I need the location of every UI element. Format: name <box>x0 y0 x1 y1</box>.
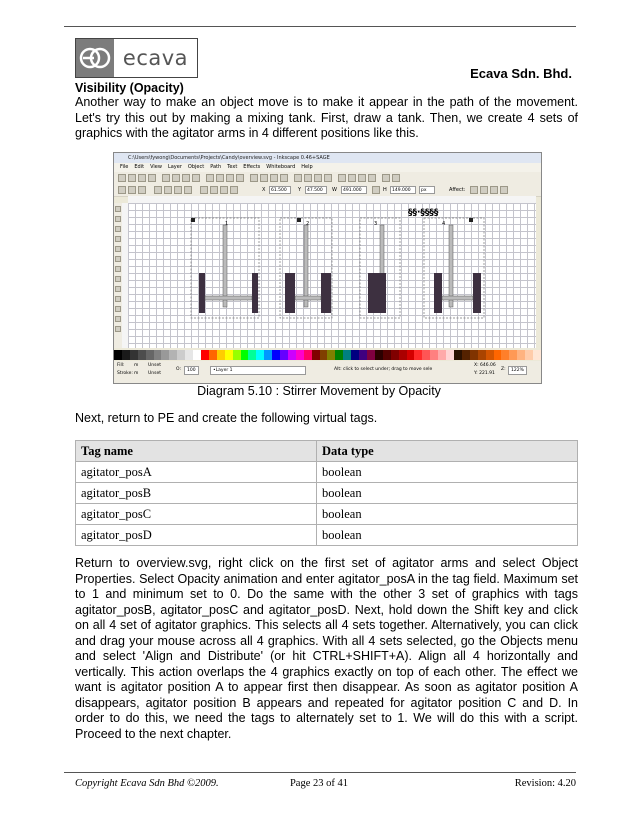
color-swatch[interactable] <box>154 350 162 360</box>
rotate-ccw-button[interactable] <box>200 186 208 194</box>
opacity-label: O: <box>176 367 181 372</box>
menu-item-file[interactable]: File <box>120 164 129 170</box>
color-swatch[interactable] <box>217 350 225 360</box>
command-button[interactable] <box>128 174 136 182</box>
rotate-cw-button[interactable] <box>210 186 218 194</box>
tool-icon[interactable] <box>115 206 121 212</box>
color-swatch[interactable] <box>533 350 541 360</box>
color-swatch[interactable] <box>177 350 185 360</box>
table-row <box>76 462 578 483</box>
data-type-cell: boolean <box>317 462 578 483</box>
tool-icon[interactable] <box>115 266 121 272</box>
color-swatch[interactable] <box>446 350 454 360</box>
color-swatch[interactable] <box>438 350 446 360</box>
stroke-label: Stroke: <box>117 371 133 376</box>
color-swatch[interactable] <box>146 350 154 360</box>
section-title: Visibility (Opacity) <box>75 81 184 95</box>
tool-icon[interactable] <box>115 326 121 332</box>
agitator-set-2[interactable] <box>280 218 332 318</box>
color-swatch[interactable] <box>264 350 272 360</box>
flip-v-button[interactable] <box>230 186 238 194</box>
command-button[interactable] <box>260 174 268 182</box>
scale-stroke-button[interactable] <box>470 186 478 194</box>
header-data-type: Data type <box>317 441 578 462</box>
color-swatch[interactable] <box>327 350 335 360</box>
fill-value: m <box>134 363 139 368</box>
color-swatch[interactable] <box>383 350 391 360</box>
footer-rule <box>64 772 576 773</box>
color-swatch[interactable] <box>185 350 193 360</box>
w-field[interactable]: 491.000 <box>341 186 367 194</box>
fill-label: Fill: <box>117 363 125 368</box>
position-label-3: 3 <box>374 221 378 227</box>
menu-item-whiteboard[interactable]: Whiteboard <box>266 164 296 170</box>
lock-icon[interactable] <box>372 186 380 194</box>
raise-top-button[interactable] <box>174 186 182 194</box>
command-button[interactable] <box>182 174 190 182</box>
color-swatch[interactable] <box>312 350 320 360</box>
w-label: W <box>332 187 337 193</box>
color-swatch[interactable] <box>233 350 241 360</box>
color-swatch[interactable] <box>422 350 430 360</box>
command-button[interactable] <box>280 174 288 182</box>
x-field[interactable]: 61.500 <box>269 186 291 194</box>
data-type-cell: boolean <box>317 483 578 504</box>
stroke-unset: Unset <box>148 371 162 376</box>
color-swatch[interactable] <box>201 350 209 360</box>
tag-name-cell: agitator_posD <box>76 525 317 546</box>
ecava-logo <box>75 38 198 78</box>
command-button[interactable] <box>348 174 356 182</box>
tool-icon[interactable] <box>115 246 121 252</box>
color-swatch[interactable] <box>343 350 351 360</box>
color-swatch[interactable] <box>256 350 264 360</box>
color-swatch[interactable] <box>407 350 415 360</box>
tool-icon[interactable] <box>115 236 121 242</box>
unit-select[interactable]: px <box>419 186 435 194</box>
color-swatch[interactable] <box>351 350 359 360</box>
raise-button[interactable] <box>154 186 162 194</box>
footer-revision: Revision: 4.20 <box>514 778 576 789</box>
company-name: Ecava Sdn. Bhd. <box>470 66 572 81</box>
color-swatch[interactable] <box>288 350 296 360</box>
table-row <box>76 504 578 525</box>
x-coordinate: X: 646.06 <box>474 363 496 368</box>
flip-h-button[interactable] <box>220 186 228 194</box>
logo-text: ecava <box>122 46 189 70</box>
selection-handles-text: §§·§§§§ <box>408 208 439 218</box>
select-all-button[interactable] <box>118 186 126 194</box>
color-swatch[interactable] <box>399 350 407 360</box>
color-swatch[interactable] <box>494 350 502 360</box>
color-palette[interactable] <box>114 350 541 360</box>
y-label: Y <box>298 187 302 193</box>
tag-name-cell: agitator_posC <box>76 504 317 525</box>
virtual-tags-table <box>75 440 578 546</box>
lower-button[interactable] <box>164 186 172 194</box>
tag-name-cell: agitator_posB <box>76 483 317 504</box>
color-swatch[interactable] <box>225 350 233 360</box>
intro-paragraph: Another way to make an object move is to make it appear in the path of the movement. Let's try this out by making a mixing tank. First, draw a tank. Then, we create 4 sets of graphics with the agitator arms in 4 different positions like this. <box>75 95 578 140</box>
ecava-logo-mark-icon <box>76 39 114 77</box>
zoom-label: Z: <box>501 367 506 372</box>
color-swatch[interactable] <box>470 350 478 360</box>
color-swatch[interactable] <box>501 350 509 360</box>
command-button[interactable] <box>236 174 244 182</box>
flip-button[interactable] <box>138 186 146 194</box>
command-button[interactable] <box>148 174 156 182</box>
color-swatch[interactable] <box>462 350 470 360</box>
command-button[interactable] <box>392 174 400 182</box>
color-swatch[interactable] <box>414 350 422 360</box>
color-swatch[interactable] <box>138 350 146 360</box>
data-type-cell: boolean <box>317 525 578 546</box>
window-title: C:\Users\fywong\Documents\Projects\Candy\overview.svg - Inkscape 0.46+SAGE <box>114 153 541 163</box>
color-swatch[interactable] <box>122 350 130 360</box>
drawing-canvas[interactable] <box>128 203 536 348</box>
table-header-row <box>76 441 578 462</box>
header-tag-name: Tag name <box>76 441 317 462</box>
figure-caption: Diagram 5.10 : Stirrer Movement by Opacity <box>197 384 441 398</box>
tool-icon[interactable] <box>115 306 121 312</box>
layer-select[interactable]: •Layer 1 <box>210 366 306 375</box>
color-swatch[interactable] <box>304 350 312 360</box>
move-patterns-button[interactable] <box>500 186 508 194</box>
instructions-paragraph: Return to overview.svg, right click on the first set of agitator arms and select Object Properties. Select Opacity animation and enter agitator_posA in the tag field. Maximum set to 1 and minimum set to 0. Do the same with the other 3 set of graphics with tags agitator_posB, agitator_posC and agitator_posD. Next, hold down the Shift key and click on all 4 set of agitator graphics. This selects all 4 sets together. Alternatively, you can click and drag your mouse across all 4 graphics. With all 4 sets selected, go the Objects menu and select 'Align and Distribute' (or hit CTRL+SHIFT+A). Align all 4 horizontally and vertically. This action overlaps the 4 graphics exactly on top of each other. The effect we want is agitator position A to appear first then disappear. As soon as agitator position A disappears, agitator position B appears and repeated for agitator position C and D. In order to do this, we need the tags to alternately set to 1. We will do this with a script. Proceed to the next chapter. <box>75 556 578 741</box>
y-field[interactable]: 47.500 <box>305 186 327 194</box>
fill-unset: Unset <box>148 363 162 368</box>
header-rule <box>64 26 576 27</box>
position-label-1: 1 <box>225 221 229 227</box>
color-swatch[interactable] <box>375 350 383 360</box>
menu-item-edit[interactable]: Edit <box>134 164 145 170</box>
color-swatch[interactable] <box>391 350 399 360</box>
color-swatch[interactable] <box>193 350 201 360</box>
tool-icon[interactable] <box>115 216 121 222</box>
position-label-2: 2 <box>306 221 310 227</box>
color-swatch[interactable] <box>517 350 525 360</box>
color-swatch[interactable] <box>454 350 462 360</box>
color-swatch[interactable] <box>359 350 367 360</box>
color-swatch[interactable] <box>430 350 438 360</box>
color-swatch[interactable] <box>241 350 249 360</box>
menu-item-text[interactable]: Text <box>227 164 238 170</box>
color-swatch[interactable] <box>509 350 517 360</box>
command-button[interactable] <box>314 174 322 182</box>
data-type-cell: boolean <box>317 504 578 525</box>
agitator-set-1[interactable] <box>191 218 259 318</box>
color-swatch[interactable] <box>161 350 169 360</box>
command-button[interactable] <box>172 174 180 182</box>
color-swatch[interactable] <box>114 350 122 360</box>
command-button[interactable] <box>250 174 258 182</box>
command-button[interactable] <box>206 174 214 182</box>
affect-label: Affect: <box>449 187 466 193</box>
command-button[interactable] <box>294 174 302 182</box>
y-coordinate: Y: 221.91 <box>474 371 495 376</box>
command-button[interactable] <box>226 174 234 182</box>
footer-page-number: Page 23 of 41 <box>289 778 349 789</box>
return-pe-paragraph: Next, return to PE and create the following virtual tags. <box>75 411 378 425</box>
tool-icon[interactable] <box>115 296 121 302</box>
scale-corners-button[interactable] <box>480 186 488 194</box>
move-gradients-button[interactable] <box>490 186 498 194</box>
menu-item-effects[interactable]: Effects <box>243 164 261 170</box>
table-row <box>76 483 578 504</box>
footer-copyright: Copyright Ecava Sdn Bhd ©2009. <box>75 778 219 789</box>
x-label: X <box>262 187 266 193</box>
color-swatch[interactable] <box>280 350 288 360</box>
command-button[interactable] <box>216 174 224 182</box>
zoom-field[interactable]: 122% <box>508 366 527 375</box>
color-swatch[interactable] <box>320 350 328 360</box>
color-swatch[interactable] <box>335 350 343 360</box>
opacity-field[interactable]: 100 <box>184 366 199 375</box>
status-message: Alt: click to select under; drag to move sele <box>334 367 433 372</box>
command-button[interactable] <box>358 174 366 182</box>
menu-item-view[interactable]: View <box>150 164 162 170</box>
menu-item-object[interactable]: Object <box>187 164 205 170</box>
menu-bar <box>114 163 541 172</box>
command-button[interactable] <box>118 174 126 182</box>
command-button[interactable] <box>192 174 200 182</box>
agitator-set-3[interactable] <box>360 218 400 318</box>
h-label: H <box>383 187 387 193</box>
color-swatch[interactable] <box>486 350 494 360</box>
tool-icon[interactable] <box>115 226 121 232</box>
command-button[interactable] <box>304 174 312 182</box>
tag-name-cell: agitator_posA <box>76 462 317 483</box>
color-swatch[interactable] <box>248 350 256 360</box>
toolbox <box>114 203 122 348</box>
tool-icon[interactable] <box>115 286 121 292</box>
command-button[interactable] <box>162 174 170 182</box>
command-button[interactable] <box>368 174 376 182</box>
stroke-value: m <box>134 371 139 376</box>
rotate-button[interactable] <box>128 186 136 194</box>
color-swatch[interactable] <box>209 350 217 360</box>
tool-icon[interactable] <box>115 316 121 322</box>
color-swatch[interactable] <box>525 350 533 360</box>
menu-item-layer[interactable]: Layer <box>167 164 182 170</box>
inkscape-screenshot <box>113 152 542 384</box>
menu-item-help[interactable]: Help <box>301 164 313 170</box>
lower-bottom-button[interactable] <box>184 186 192 194</box>
menu-item-path[interactable]: Path <box>210 164 222 170</box>
color-swatch[interactable] <box>367 350 375 360</box>
tool-icon[interactable] <box>115 256 121 262</box>
table-row <box>76 525 578 546</box>
agitator-set-4[interactable] <box>424 218 484 318</box>
position-label-4: 4 <box>442 221 446 227</box>
color-swatch[interactable] <box>296 350 304 360</box>
color-swatch[interactable] <box>169 350 177 360</box>
command-button[interactable] <box>382 174 390 182</box>
color-swatch[interactable] <box>272 350 280 360</box>
command-button[interactable] <box>324 174 332 182</box>
h-field[interactable]: 149.000 <box>390 186 416 194</box>
color-swatch[interactable] <box>478 350 486 360</box>
color-swatch[interactable] <box>130 350 138 360</box>
status-bar <box>114 361 541 383</box>
tool-icon[interactable] <box>115 276 121 282</box>
command-button[interactable] <box>270 174 278 182</box>
command-button[interactable] <box>338 174 346 182</box>
command-button[interactable] <box>138 174 146 182</box>
